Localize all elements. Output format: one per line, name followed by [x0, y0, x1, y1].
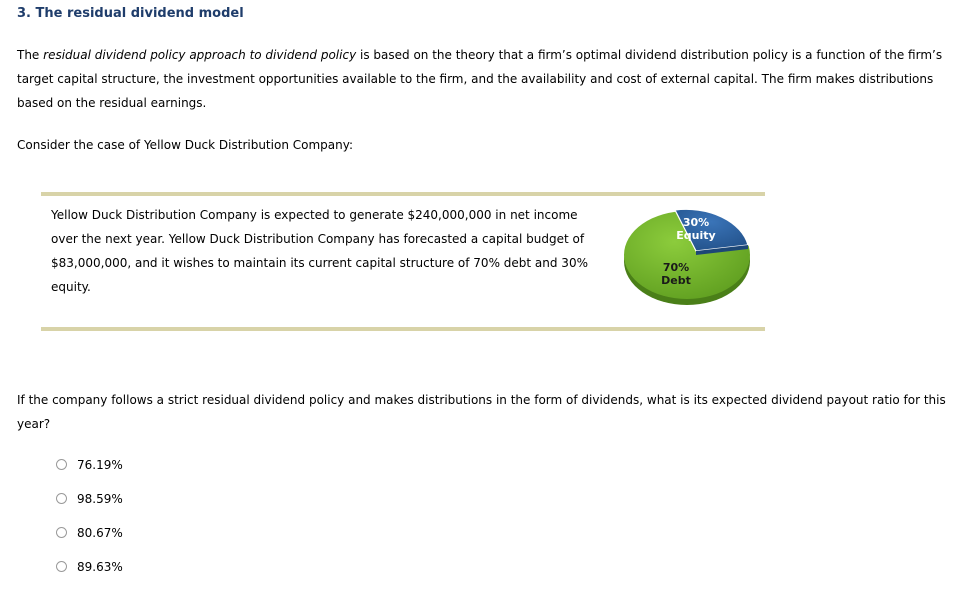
- radio-button[interactable]: [56, 493, 67, 504]
- question-text: If the company follows a strict residual dividend policy and makes distributions in the form of dividends, what is its expected dividend payout ratio for this year?: [17, 393, 946, 431]
- option-label[interactable]: 98.59%: [77, 492, 123, 506]
- intro-text-2: is based on the theory that a firm’s optimal dividend distribution policy is a function of the firm’s target capital structure, the investment opportunities available to the firm, and the availability and cost of external capital. The firm makes distributions based on the residual earnings.: [17, 48, 943, 110]
- intro-italic-term: residual dividend policy approach to dividend policy: [43, 48, 357, 62]
- answer-option[interactable]: [56, 556, 123, 590]
- radio-button[interactable]: [56, 561, 67, 572]
- answer-option[interactable]: [56, 522, 123, 556]
- consider-text: Consider the case of Yellow Duck Distribution Company:: [17, 138, 353, 152]
- equity-pct: 30%: [682, 216, 710, 229]
- radio-button[interactable]: [56, 459, 67, 470]
- intro-text-1: The: [17, 48, 44, 62]
- debt-pct: 70%: [662, 261, 690, 274]
- pie-label-debt: [651, 261, 701, 287]
- answer-option[interactable]: [56, 488, 123, 522]
- debt-label: Debt: [661, 274, 691, 287]
- option-label[interactable]: 80.67%: [77, 526, 123, 540]
- section-title: 3. The residual dividend model: [17, 6, 244, 21]
- intro-paragraph: [17, 43, 947, 115]
- case-text: Yellow Duck Distribution Company is expected to generate $240,000,000 in net income over the next year. Yellow Duck Distribution Company has forecasted a capital budget of $83,000,000, and it wishes to maintain its current capital structure of 70% debt and 30% equity.: [51, 208, 588, 294]
- case-bottom-rule: [41, 327, 765, 331]
- answer-option[interactable]: [56, 454, 123, 488]
- case-box: [41, 192, 765, 332]
- case-top-rule: [41, 192, 765, 196]
- option-label[interactable]: 89.63%: [77, 560, 123, 574]
- answer-options: [56, 454, 123, 590]
- option-label[interactable]: 76.19%: [77, 458, 123, 472]
- equity-label: Equity: [676, 229, 716, 242]
- pie-label-equity: [671, 216, 721, 242]
- radio-button[interactable]: [56, 527, 67, 538]
